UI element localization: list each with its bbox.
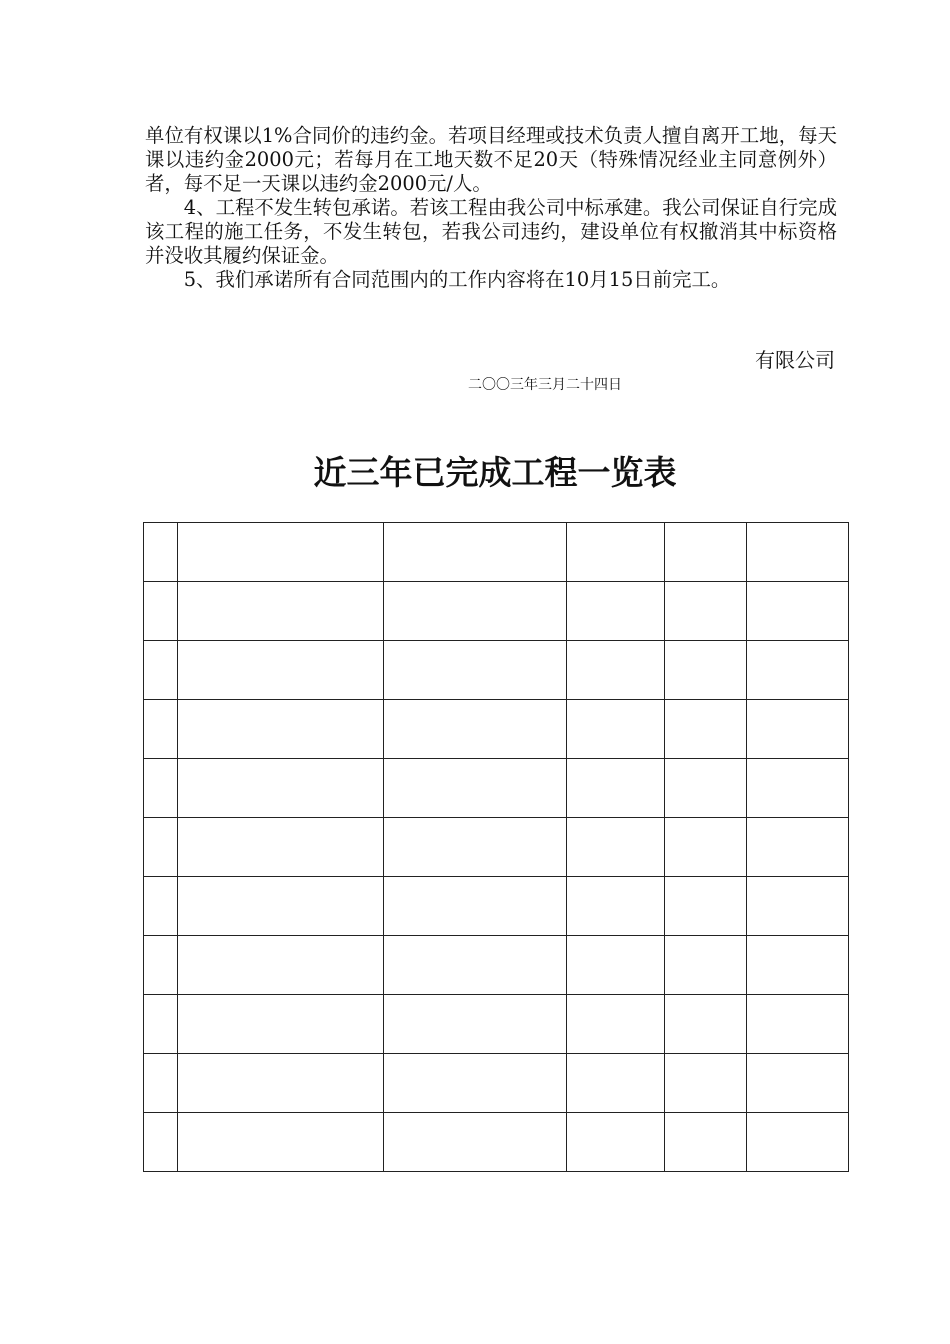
table-cell bbox=[665, 582, 747, 641]
table-cell bbox=[178, 523, 384, 582]
table-cell bbox=[665, 523, 747, 582]
table-cell bbox=[747, 759, 849, 818]
table-cell bbox=[178, 1054, 384, 1113]
table-cell bbox=[384, 700, 567, 759]
table-cell bbox=[665, 1054, 747, 1113]
table-cell bbox=[665, 877, 747, 936]
commitment-paragraph-5: 5、我们承诺所有合同范围内的工作内容将在10月15日前完工。 bbox=[183, 268, 731, 291]
table-cell bbox=[747, 700, 849, 759]
table-cell bbox=[747, 1054, 849, 1113]
table-cell bbox=[178, 1113, 384, 1172]
table-cell bbox=[747, 818, 849, 877]
table-cell bbox=[144, 1113, 178, 1172]
completed-projects-table bbox=[143, 522, 849, 1172]
table-cell bbox=[384, 523, 567, 582]
table-cell bbox=[567, 936, 665, 995]
commitment-paragraph-continued: 单位有权课以1%合同价的违约金。若项目经理或技术负责人擅自离开工地，每天课以违约金2000元；若每月在工地天数不足20天（特殊情况经业主同意例外）者，每不足一天课以违约金2000元/人。 bbox=[145, 124, 837, 195]
table-row bbox=[144, 1113, 849, 1172]
table-cell bbox=[384, 818, 567, 877]
table-cell bbox=[567, 523, 665, 582]
table-row bbox=[144, 641, 849, 700]
table-row bbox=[144, 582, 849, 641]
table-cell bbox=[144, 582, 178, 641]
table-cell bbox=[747, 523, 849, 582]
table-cell bbox=[144, 641, 178, 700]
table-cell bbox=[144, 936, 178, 995]
table-cell bbox=[178, 641, 384, 700]
table-row bbox=[144, 995, 849, 1054]
table-cell bbox=[178, 936, 384, 995]
table-cell bbox=[665, 700, 747, 759]
table-cell bbox=[567, 641, 665, 700]
table-cell bbox=[384, 582, 567, 641]
project-table-title: 近三年已完成工程一览表 bbox=[313, 453, 677, 492]
company-name: 有限公司 bbox=[755, 348, 835, 372]
table-cell bbox=[178, 700, 384, 759]
table-row bbox=[144, 523, 849, 582]
commitment-paragraph-4: 4、工程不发生转包承诺。若该工程由我公司中标承建。我公司保证自行完成该工程的施工任务，不发生转包，若我公司违约，建设单位有权撤消其中标资格并没收其履约保证金。 bbox=[145, 196, 837, 267]
table-cell bbox=[567, 995, 665, 1054]
table-cell bbox=[384, 995, 567, 1054]
table-cell bbox=[144, 759, 178, 818]
table-cell bbox=[665, 936, 747, 995]
table-cell bbox=[747, 995, 849, 1054]
table-cell bbox=[384, 877, 567, 936]
table-cell bbox=[747, 877, 849, 936]
table-cell bbox=[384, 759, 567, 818]
table-cell bbox=[144, 1054, 178, 1113]
table-cell bbox=[665, 1113, 747, 1172]
table-cell bbox=[567, 1054, 665, 1113]
table-row bbox=[144, 759, 849, 818]
table-cell bbox=[144, 523, 178, 582]
table-cell bbox=[178, 759, 384, 818]
table-cell bbox=[567, 759, 665, 818]
table-cell bbox=[747, 1113, 849, 1172]
table-cell bbox=[384, 936, 567, 995]
commitment-text bbox=[145, 124, 837, 292]
table-cell bbox=[178, 995, 384, 1054]
table-cell bbox=[567, 582, 665, 641]
table-cell bbox=[665, 818, 747, 877]
table-cell bbox=[665, 641, 747, 700]
table-cell bbox=[384, 641, 567, 700]
table-row bbox=[144, 877, 849, 936]
table-row bbox=[144, 936, 849, 995]
table-row bbox=[144, 818, 849, 877]
table-cell bbox=[384, 1054, 567, 1113]
table-row bbox=[144, 1054, 849, 1113]
table-cell bbox=[144, 995, 178, 1054]
table-cell bbox=[747, 582, 849, 641]
table-cell bbox=[747, 936, 849, 995]
table-cell bbox=[567, 1113, 665, 1172]
signature-date: 二〇〇三年三月二十四日 bbox=[468, 377, 622, 393]
table-cell bbox=[384, 1113, 567, 1172]
table-cell bbox=[665, 759, 747, 818]
table-cell bbox=[567, 818, 665, 877]
table-row bbox=[144, 700, 849, 759]
table-cell bbox=[178, 582, 384, 641]
table-cell bbox=[178, 877, 384, 936]
table-cell bbox=[144, 700, 178, 759]
table-cell bbox=[144, 877, 178, 936]
table-cell bbox=[665, 995, 747, 1054]
table-cell bbox=[144, 818, 178, 877]
table-cell bbox=[567, 877, 665, 936]
table-cell bbox=[567, 700, 665, 759]
table-cell bbox=[178, 818, 384, 877]
table-cell bbox=[747, 641, 849, 700]
